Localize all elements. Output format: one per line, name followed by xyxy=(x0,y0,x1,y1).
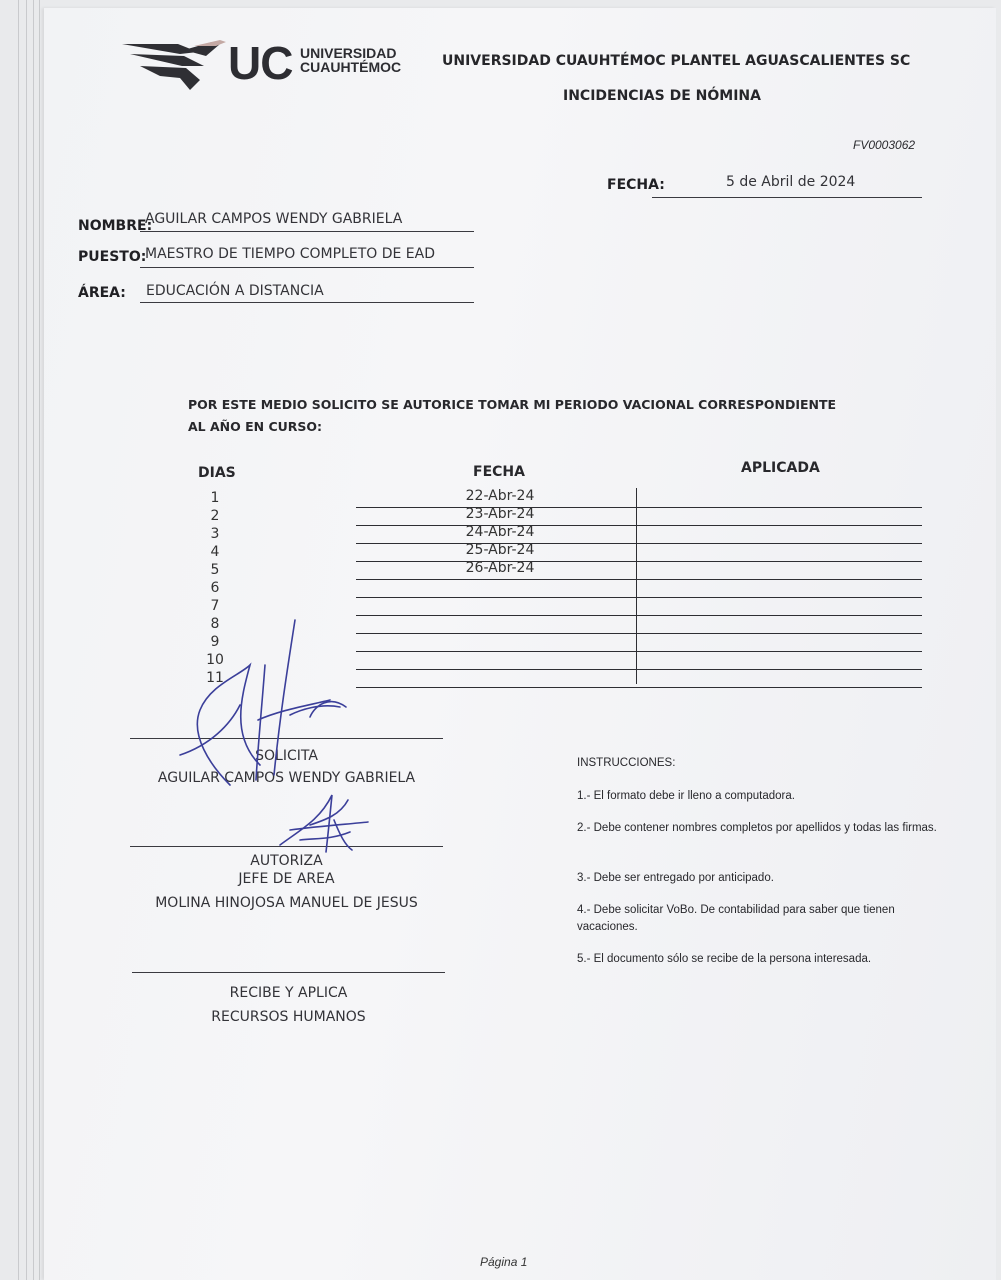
university-logo xyxy=(120,37,410,95)
autoriza-title: JEFE DE AREA xyxy=(238,871,335,887)
nombre-underline xyxy=(140,231,474,232)
page-number: Página 1 xyxy=(480,1255,528,1269)
logo-wordmark xyxy=(300,46,401,74)
dia-number: 11 xyxy=(206,670,224,686)
fecha-label: FECHA: xyxy=(607,177,665,193)
table-row-line xyxy=(356,669,922,670)
recibe-signature-line xyxy=(132,972,445,973)
instructions-title: INSTRUCCIONES: xyxy=(577,757,676,769)
puesto-label: PUESTO: xyxy=(78,249,147,265)
solicita-role: SOLICITA xyxy=(255,748,318,764)
nombre-value: AGUILAR CAMPOS WENDY GABRIELA xyxy=(145,211,403,227)
table-row-line xyxy=(356,579,922,580)
table-row-line xyxy=(356,633,922,634)
table-row-line xyxy=(356,597,922,598)
logo-line-2: CUAUHTÉMOC xyxy=(300,59,402,75)
paper-stack-edge xyxy=(39,0,40,1280)
form-title: INCIDENCIAS DE NÓMINA xyxy=(563,88,761,104)
paper-stack-edge xyxy=(33,0,34,1280)
table-row-line xyxy=(356,615,922,616)
fecha-cell: 23-Abr-24 xyxy=(465,506,535,522)
instruction-item-3: 3.- Debe ser entregado por anticipado. xyxy=(577,872,774,884)
dia-number: 9 xyxy=(210,634,220,650)
puesto-value: MAESTRO DE TIEMPO COMPLETO DE EAD xyxy=(145,246,435,262)
request-text: POR ESTE MEDIO SOLICITO SE AUTORICE TOMAR MI PERIODO VACIONAL CORRESPONDIENTE AL AÑO EN CURSO: xyxy=(188,397,837,434)
dia-number: 1 xyxy=(210,490,220,506)
autoriza-role: AUTORIZA xyxy=(250,853,323,869)
paper-stack-edge xyxy=(18,0,19,1280)
dia-number: 2 xyxy=(210,508,220,524)
table-row-line xyxy=(356,687,922,688)
area-value: EDUCACIÓN A DISTANCIA xyxy=(146,283,324,299)
institution-name: UNIVERSIDAD CUAUHTÉMOC PLANTEL AGUASCALIENTES SC xyxy=(442,53,911,69)
solicita-name: AGUILAR CAMPOS WENDY GABRIELA xyxy=(157,770,416,786)
dia-number: 8 xyxy=(210,616,220,632)
fecha-cell: 26-Abr-24 xyxy=(465,560,535,576)
dia-number: 7 xyxy=(210,598,220,614)
recibe-role: RECIBE Y APLICA xyxy=(229,985,348,1001)
nombre-label: NOMBRE: xyxy=(78,218,153,234)
autoriza-name: MOLINA HINOJOSA MANUEL DE JESUS xyxy=(155,895,418,911)
logo-line-1: UNIVERSIDAD xyxy=(300,45,397,61)
solicita-signature xyxy=(170,615,360,800)
fecha-value: 5 de Abril de 2024 xyxy=(726,174,856,190)
fecha-cell: 25-Abr-24 xyxy=(465,542,535,558)
folio-number: FV0003062 xyxy=(853,138,916,152)
instruction-item-4: 4.- Debe solicitar VoBo. De contabilidad para saber que tienen vacaciones. xyxy=(577,904,895,933)
autoriza-signature xyxy=(270,790,380,860)
dia-number: 3 xyxy=(210,526,220,542)
paper-stack-edge xyxy=(26,0,27,1280)
table-column-divider xyxy=(636,488,637,684)
column-header-fecha: FECHA xyxy=(473,464,525,480)
dia-number: 4 xyxy=(210,544,220,560)
instruction-item-1: 1.- El formato debe ir lleno a computadora. xyxy=(577,790,795,802)
instruction-item-5: 5.- El documento sólo se recibe de la persona interesada. xyxy=(577,953,872,965)
fecha-cell: 22-Abr-24 xyxy=(465,488,535,504)
dia-number: 6 xyxy=(210,580,220,596)
dia-number: 10 xyxy=(206,652,224,668)
area-label: ÁREA: xyxy=(78,285,126,301)
dia-number: 5 xyxy=(210,562,220,578)
column-header-dias: DIAS xyxy=(198,465,236,481)
fecha-cell: 24-Abr-24 xyxy=(465,524,535,540)
table-row-line xyxy=(356,651,922,652)
area-underline xyxy=(140,302,474,303)
recibe-dept: RECURSOS HUMANOS xyxy=(211,1009,366,1025)
instruction-item-2: 2.- Debe contener nombres completos por apellidos y todas las firmas. xyxy=(577,822,937,834)
eagle-icon xyxy=(120,40,230,95)
column-header-aplicada: APLICADA xyxy=(741,460,820,476)
logo-mark: UC xyxy=(228,37,293,89)
puesto-underline xyxy=(140,267,474,268)
fecha-underline xyxy=(652,197,922,198)
